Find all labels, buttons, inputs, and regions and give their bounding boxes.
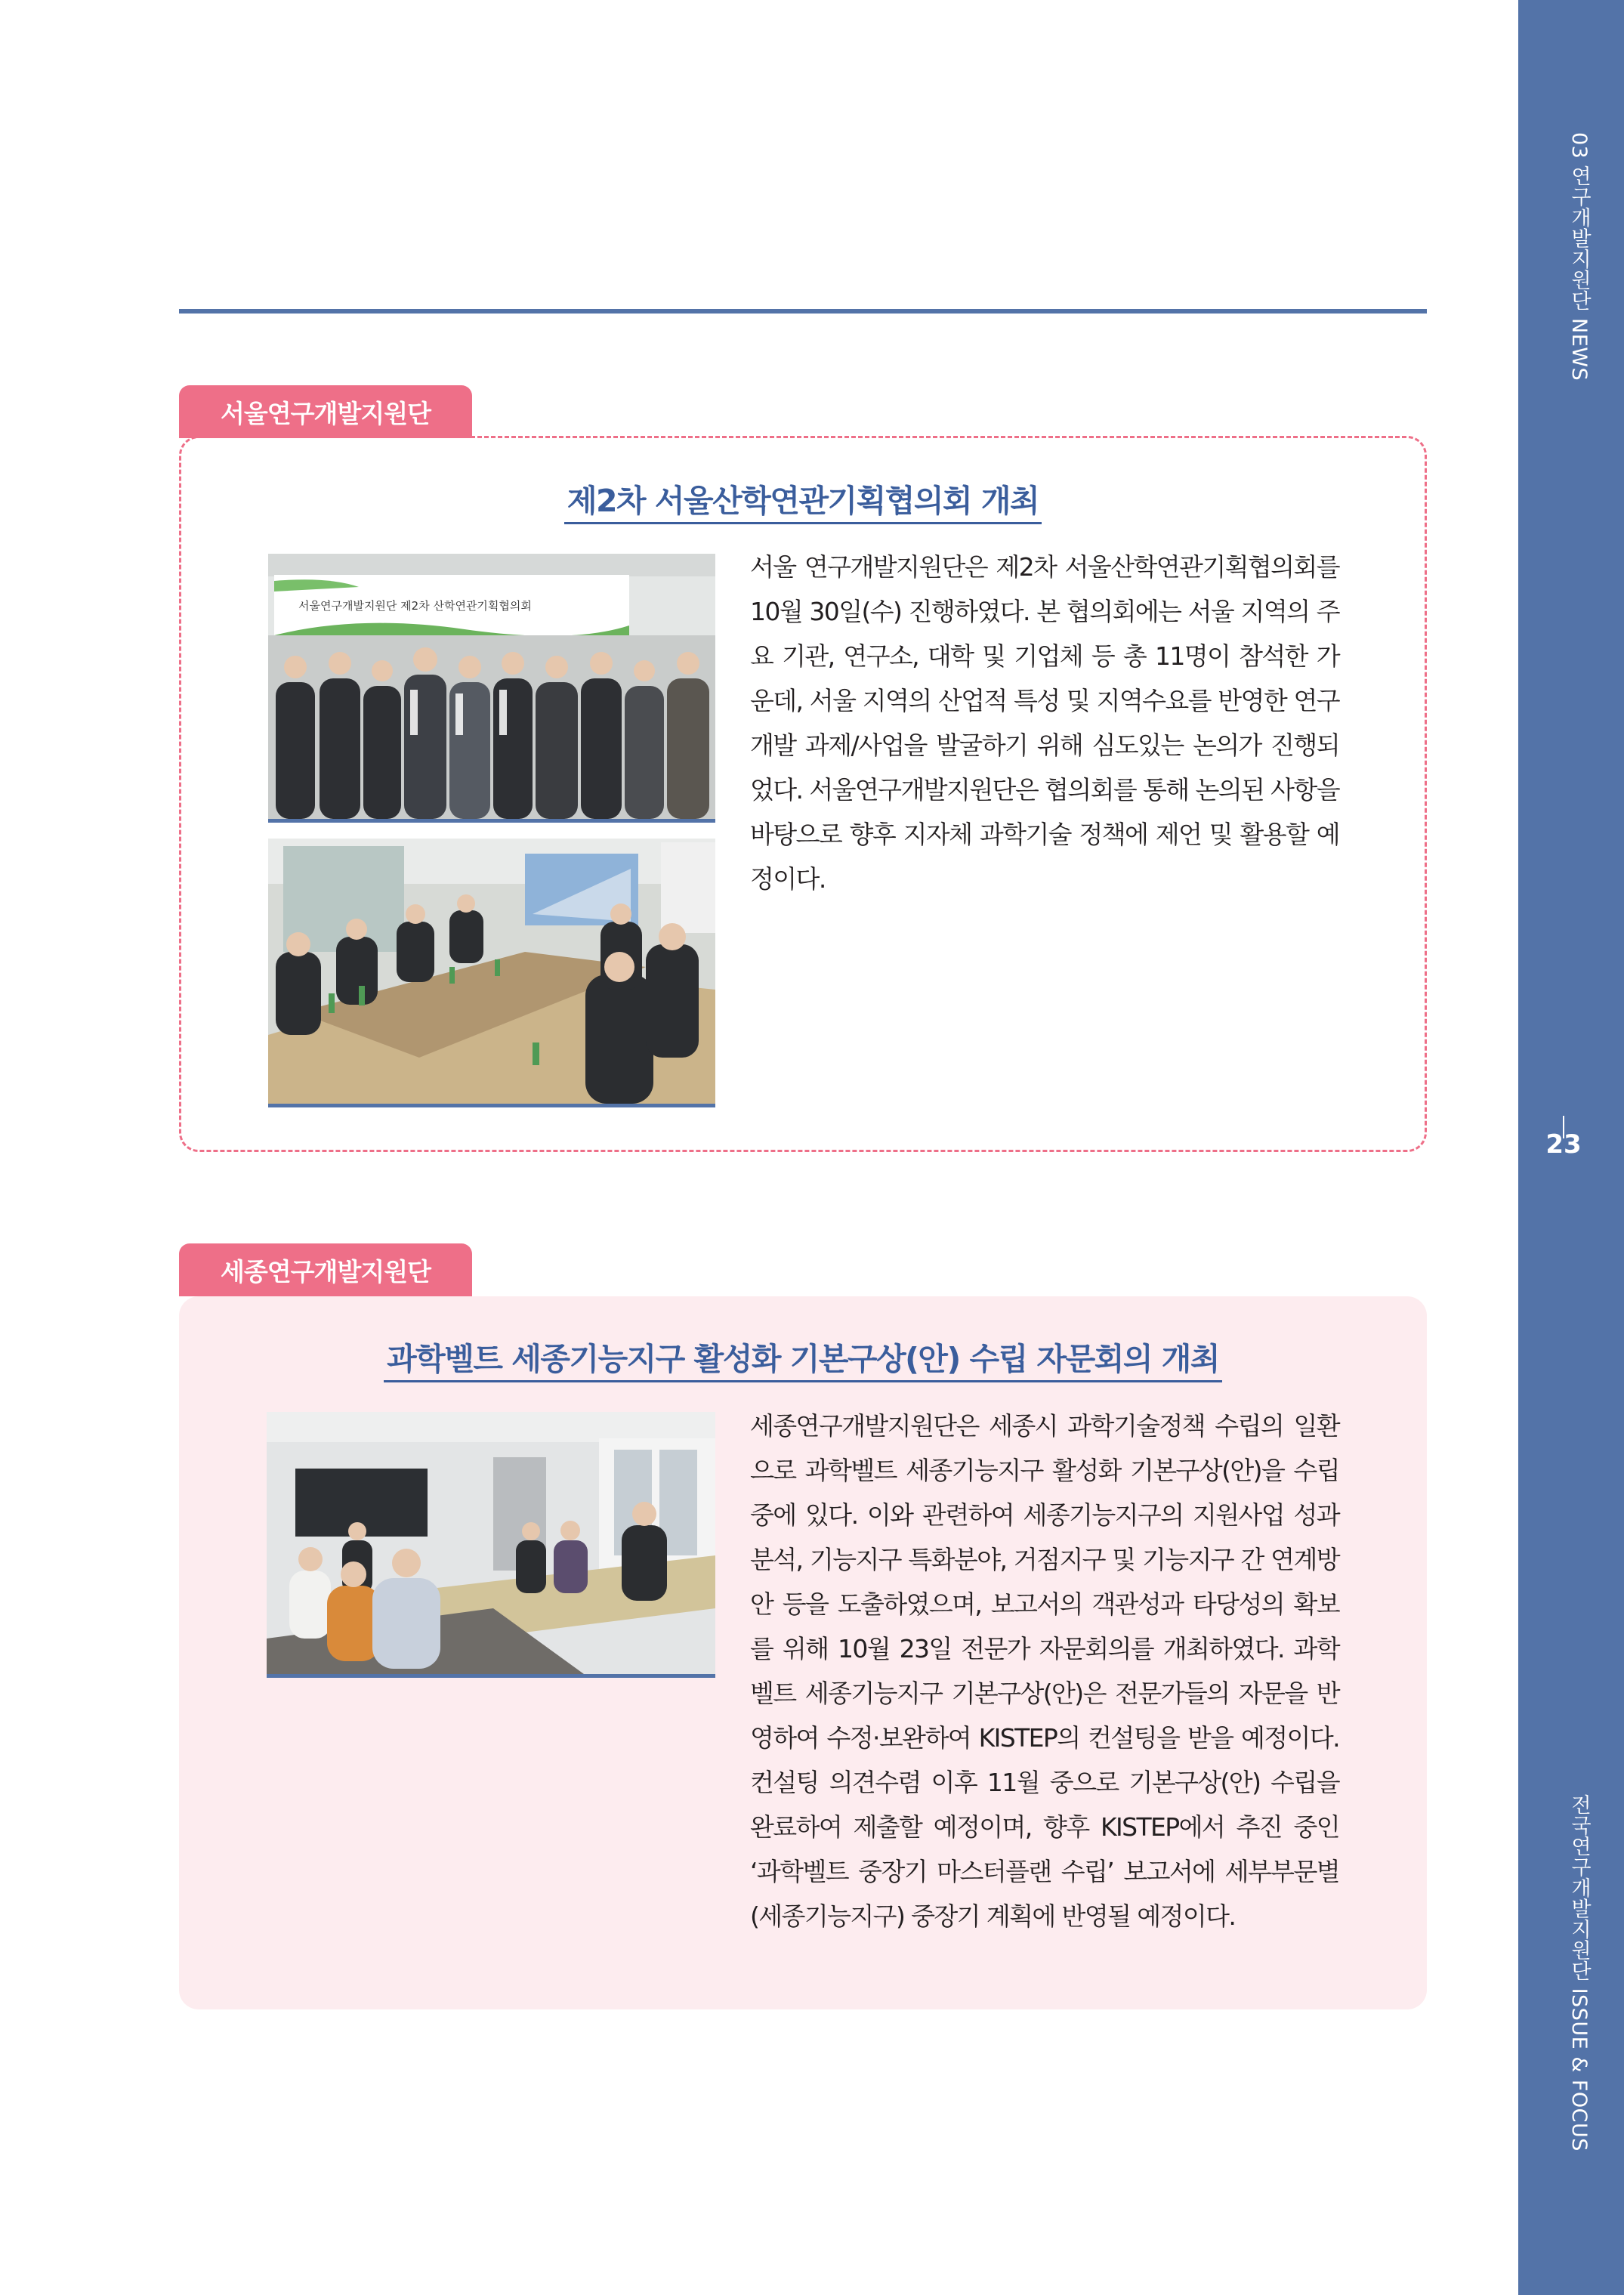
top-divider	[179, 309, 1427, 314]
page-number: 23	[1545, 1129, 1582, 1160]
publication-title: 전국연구개발지원단 ISSUE & FOCUS	[1567, 1794, 1591, 2151]
seoul-group-photo	[268, 554, 715, 823]
sejong-section-tab: 세종연구개발지원단	[179, 1243, 472, 1296]
seoul-photo-banner: 서울연구개발지원단 제2차 산학연관기획협의회	[298, 599, 532, 613]
sejong-article-title: 과학벨트 세종기능지구 활성화 기본구상(안) 수립 자문회의 개최	[179, 1334, 1427, 1379]
seoul-meeting-photo	[268, 839, 715, 1107]
sejong-article-body: 세종연구개발지원단은 세종시 과학기술정책 수립의 일환으로 과학벨트 세종기능지구 활성화 기본구상(안)을 수립 중에 있다. 이와 관련하여 세종기능지구의 지원사업 성과분석, 기능지구 특화분야, 거점지구 및 기능지구 간 연계방안 등을 도출하였으며, 보고서의 객관성과 타당성의 확보를 위해 10월 23일 전문가 자문회의를 개최하였다. 과학벨트 세종기능지구 기본구상(안)은 전문가들의 자문을 반영하여 수정·보완하여 KISTEP의 컨설팅을 받을 예정이다. 컨설팅 의견수렴 이후 11월 중으로 기본구상(안) 수립을 완료하여 제출할 예정이며, 향후 KISTEP에서 추진 중인 ‘과학벨트 중장기 마스터플랜 수립’ 보고서에 세부부문별(세종기능지구) 중장기 계획에 반영될 예정이다.	[750, 1411, 1339, 1931]
seoul-article-title: 제2차 서울산학연관기획협의회 개최	[179, 476, 1427, 520]
seoul-section-tab: 서울연구개발지원단	[179, 385, 472, 438]
seoul-article-body: 서울 연구개발지원단은 제2차 서울산학연관기획협의회를 10월 30일(수) 진행하였다. 본 협의회에는 서울 지역의 주요 기관, 연구소, 대학 및 기업체 등 총 11명이 참석한 가운데, 서울 지역의 산업적 특성 및 지역수요를 반영한 연구개발 과제/사업을 발굴하기 위해 심도있는 논의가 진행되었다. 서울연구개발지원단은 협의회를 통해 논의된 사항을 바탕으로 향후 지자체 과학기술 정책에 제언 및 활용할 예정이다.	[750, 552, 1340, 894]
sejong-meeting-photo	[267, 1412, 715, 1678]
section-title: 03 연구개발지원단 NEWS	[1567, 132, 1591, 381]
